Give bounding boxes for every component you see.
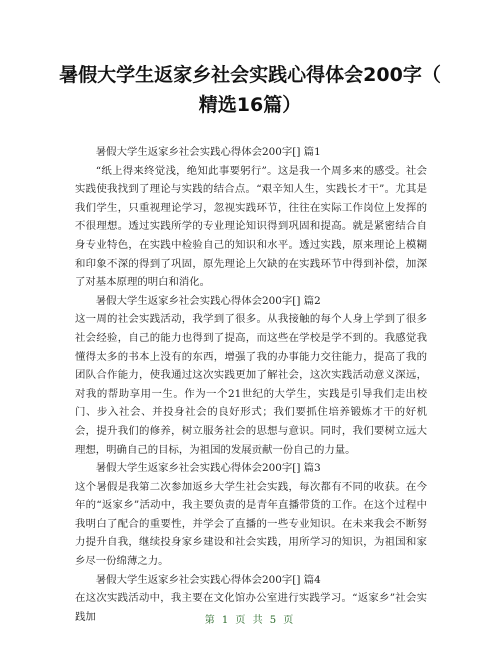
section-paragraph-3: 这个暑假是我第二次参加返乡大学生社会实践，每次都有不同的收获。在今年的“返家乡”活动中，我主要负责的是青年直播带货的工作。在这个过程中我明白了配合的重要性，并学会了直播的一些专业知识。在未来我会不断努力提升自我，继续投身家乡建设和社会实践，用所学习的知识，为祖国和家乡尽一份绵薄之力。 (75, 480, 427, 568)
title-line-1: 暑假大学生返家乡社会实践心得体会200字（ (59, 64, 441, 86)
document-body (75, 143, 427, 626)
title-line-2: 精选16篇） (198, 94, 302, 116)
section-paragraph-1: “纸上得来终觉浅，绝知此事要躬行”。这是我一个周多来的感受。社会实践使我找到了理论与实践的结合点。“艰辛知人生，实践长才干”。尤其是我们学生，只重视理论学习，忽视实践环节，往往在实际工作岗位上发挥的不很理想。透过实践所学的专业理论知识得到巩固和提高。就是紧密结合自身专业特色，在实践中检验自己的知识和水平。透过实践，原来理论上模糊和印象不深的得到了巩固，原先理论上欠缺的在实践环节中得到补偿，加深了对基本原理的明白和消化。 (75, 164, 427, 289)
section-heading-3: 暑假大学生返家乡社会实践心得体会200字[] 篇3 (95, 462, 321, 475)
section-paragraph-4: 在这次实践活动中，我主要在文化馆办公室进行实践学习。“返家乡”社会实践加 (75, 592, 427, 623)
section-paragraph-2: 这一周的社会实践活动，我学到了很多。从我接触的每个人身上学到了很多社会经验，自己的能力也得到了提高，而这些在学校是学不到的。我感觉我懂得太多的书本上没有的东西，增强了我的办事能力交往能力，提高了我的团队合作能力，使我通过这次实践更加了解社会，这次实践活动意义深远，对我的帮助享用一生。作为一个21世纪的大学生，实践是引导我们走出校门、步入社会、并投身社会的良好形式；我们要抓住培养锻炼才干的好机会，提升我们的修养，树立服务社会的思想与意识。同时，我们要树立远大理想，明确自己的目标，为祖国的发展贡献一份自己的力量。 (75, 313, 427, 456)
section-heading-1: 暑假大学生返家乡社会实践心得体会200字[] 篇1 (95, 146, 321, 158)
section-heading-4: 暑假大学生返家乡社会实践心得体会200字[] 篇4 (95, 573, 321, 586)
document-title (40, 60, 460, 120)
page-number-footer: 第 1 页 共 5 页 (204, 615, 296, 626)
section-heading-2: 暑假大学生返家乡社会实践心得体会200字[] 篇2 (95, 294, 321, 307)
